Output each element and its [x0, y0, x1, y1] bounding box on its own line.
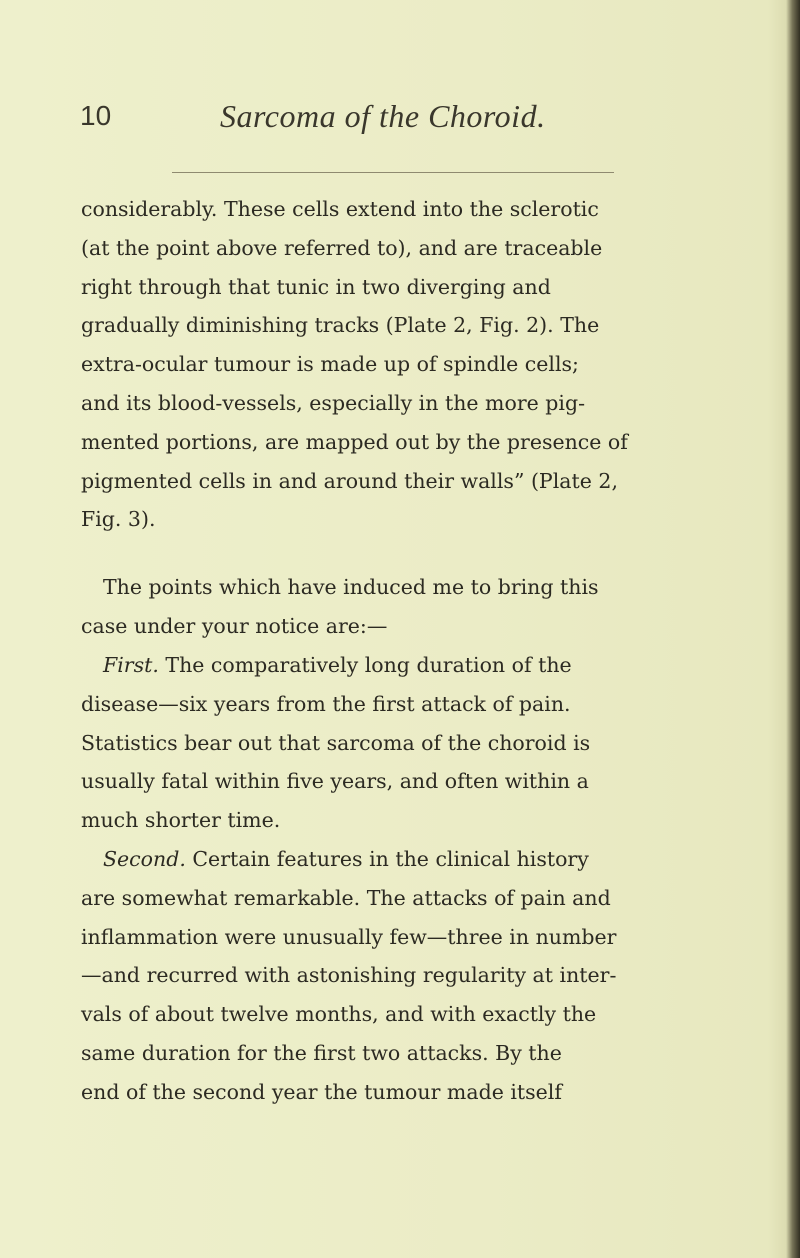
second-label: Second. [103, 846, 186, 871]
text-line: considerably. These cells extend into the sclerotic [81, 197, 599, 221]
text-line: (at the point above referred to), and are traceable [81, 235, 603, 260]
text-line: disease—six years from the first attack of pain. [81, 691, 571, 716]
text-line: and its blood-vessels, especially in the more pig- [81, 390, 586, 415]
text-line: The points which have induced me to bring this [103, 575, 599, 600]
text-line: Statistics bear out that sarcoma of the choroid is [81, 730, 591, 755]
text-line: much shorter time. [81, 808, 281, 833]
text-line: First. The comparatively long duration of the [103, 652, 572, 677]
body-text [81, 190, 651, 1112]
text-line: case under your notice are:— [81, 614, 388, 639]
first-label: First. [103, 652, 159, 677]
text-line: same duration for the first two attacks. By the [81, 1040, 562, 1065]
text-line: —and recurred with astonishing regularity at inter- [81, 963, 617, 988]
text-line: Second. Certain features in the clinical history [103, 846, 589, 871]
text-line: are somewhat remarkable. The attacks of pain and [81, 885, 611, 910]
text-line: gradually diminishing tracks (Plate 2, Fig. 2). The [81, 313, 600, 338]
page-edge-shadow [786, 0, 800, 1258]
text-line: pigmented cells in and around their walls” (Plate 2, [81, 468, 618, 493]
text-line: end of the second year the tumour made itself [81, 1079, 562, 1104]
text-line: inflammation were unusually few—three in number [81, 924, 617, 949]
text-line: vals of about twelve months, and with exactly the [81, 1002, 597, 1027]
page-number: 10 [80, 100, 112, 131]
page-header [80, 100, 680, 150]
text-line: extra-ocular tumour is made up of spindle cells; [81, 352, 579, 377]
running-title: Sarcoma of the Choroid. [220, 98, 546, 134]
text-line: mented portions, are mapped out by the presence of [81, 429, 628, 454]
text-line: Fig. 3). [81, 507, 156, 532]
header-rule [172, 172, 614, 173]
text-line: right through that tunic in two diverging and [81, 274, 551, 299]
text-line: usually fatal within five years, and often within a [81, 769, 589, 794]
